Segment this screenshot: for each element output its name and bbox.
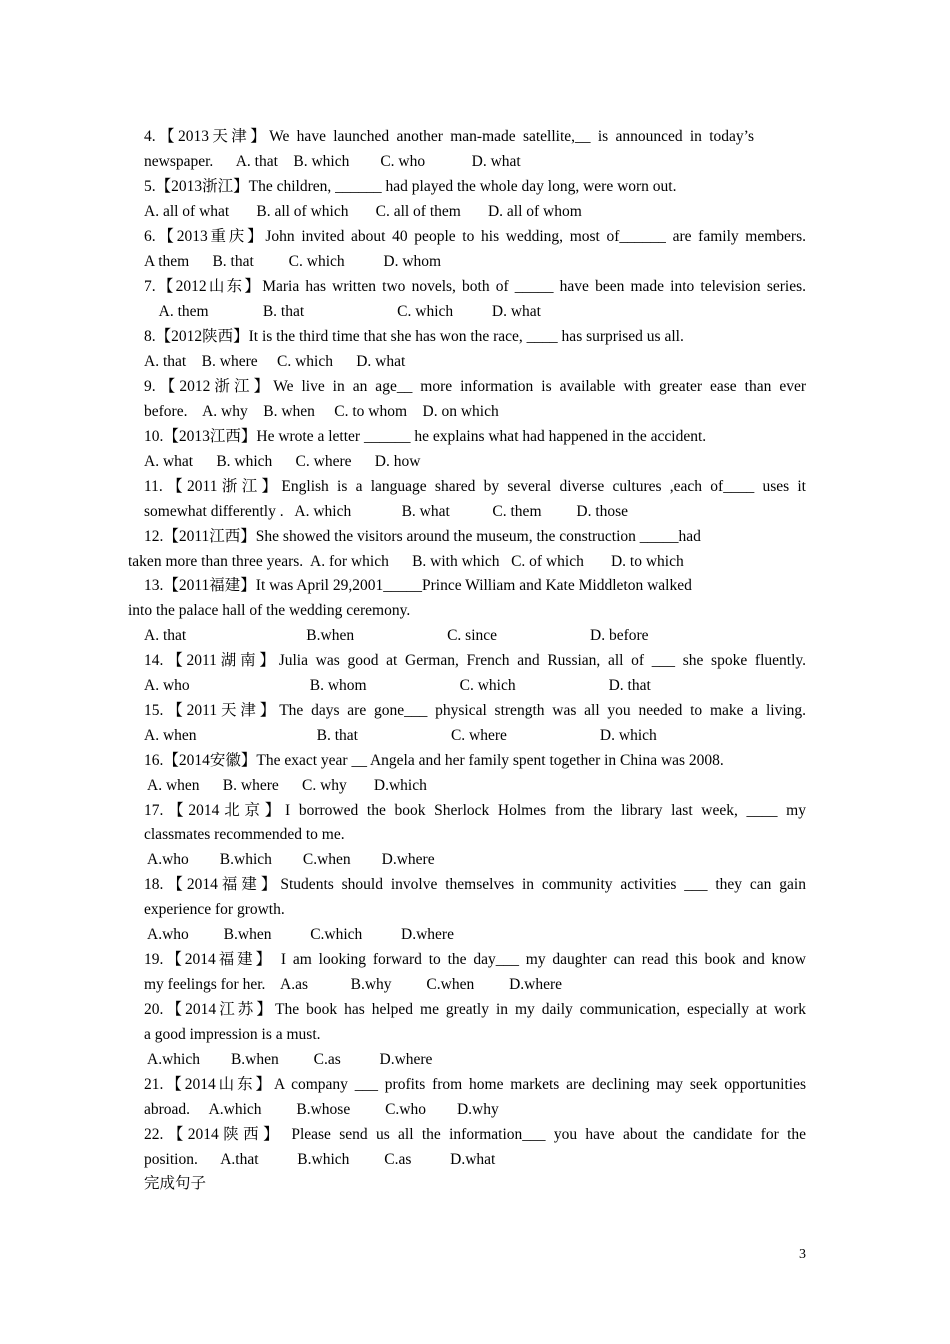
q14-line1: 14.【2011湖南】Julia was good at German, French and Russian, all of ___ she spoke fluently. [144,652,806,669]
q21-line1: 21.【2014山东】A company ___ profits from home markets are declining may seek opportunities [144,1076,806,1093]
page-number: 3 [799,1247,806,1262]
q10-line1: 10.【2013江西】He wrote a letter ______ he explains what had happened in the accident. [144,428,707,445]
q19-line2: my feelings for her. A.as B.why C.when D.where [144,976,563,993]
q11-line2: somewhat differently . A. which B. what C. them D. those [144,503,629,520]
q7-line1: 7.【2012山东】Maria has written two novels, both of _____ have been made into television series. [144,278,806,295]
q9-line1: 9.【2012浙江】We live in an age__ more information is available with greater ease than ever [144,378,806,395]
q8-line1: 8.【2012陕西】It is the third time that she has won the race, ____ has surprised us all. [144,328,684,345]
q5-options: A. all of what B. all of which C. all of them D. all of whom [144,203,582,220]
q11-line1: 11.【2011浙江】English is a language shared by several diverse cultures ,each of____ uses it [144,478,806,495]
q13-line1: 13.【2011福建】It was April 29,2001_____Prince William and Kate Middleton walked [144,577,692,594]
q18-line1: 18.【2014福建】Students should involve themselves in community activities ___ they can gain [144,876,806,893]
q19-line1: 19.【2014福建】 I am looking forward to the day___ my daughter can read this book and know [144,951,806,968]
q7-options: A. them B. that C. which D. what [144,303,541,320]
q17-line2: classmates recommended to me. [144,826,345,843]
q4-line1: 4.【2013天津】We have launched another man-made satellite,__ is announced in today’s [144,128,754,145]
q13-line2: into the palace hall of the wedding ceremony. [128,602,411,619]
q14-options: A. who B. whom C. which D. that [144,677,651,694]
q13-options: A. that B.when C. since D. before [144,627,649,644]
section-heading: 完成句子 [144,1175,207,1192]
q4-options: newspaper. A. that B. which C. who D. what [144,153,521,170]
q16-options: A. when B. where C. why D.which [144,777,427,794]
q22-line1: 22.【2014陕西】 Please send us all the information___ you have about the candidate for the [144,1126,806,1143]
q17-options: A.who B.which C.when D.where [144,851,435,868]
q16-line1: 16.【2014安徽】The exact year __ Angela and her family spent together in China was 2008. [144,752,724,769]
q15-options: A. when B. that C. where D. which [144,727,657,744]
q6-line1: 6.【2013重庆】John invited about 40 people to his wedding, most of______ are family members. [144,228,806,245]
q9-line2: before. A. why B. when C. to whom D. on which [144,403,499,420]
q21-line2: abroad. A.which B.whose C.who D.why [144,1101,499,1118]
q10-options: A. what B. which C. where D. how [144,453,421,470]
q18-line2: experience for growth. [144,901,285,918]
q12-line1: 12.【2011江西】She showed the visitors around the museum, the construction _____had [144,528,701,545]
q8-options: A. that B. where C. which D. what [144,353,406,370]
q6-options: A them B. that C. which D. whom [144,253,442,270]
q12-line2: taken more than three years. A. for which B. with which C. of which D. to which [128,553,684,570]
q20-line2: a good impression is a must. [144,1026,321,1043]
q22-line2: position. A.that B.which C.as D.what [144,1151,496,1168]
q15-line1: 15.【2011天津】The days are gone___ physical strength was all you needed to make a living. [144,702,806,719]
q20-options: A.which B.when C.as D.where [144,1051,433,1068]
q17-line1: 17.【2014北京】I borrowed the book Sherlock Holmes from the library last week, ____ my [144,802,806,819]
q5-line1: 5.【2013浙江】The children, ______ had played the whole day long, were worn out. [144,178,677,195]
q20-line1: 20.【2014江苏】The book has helped me greatly in my daily communication, especially at work [144,1001,806,1018]
q18-options: A.who B.when C.which D.where [144,926,454,943]
